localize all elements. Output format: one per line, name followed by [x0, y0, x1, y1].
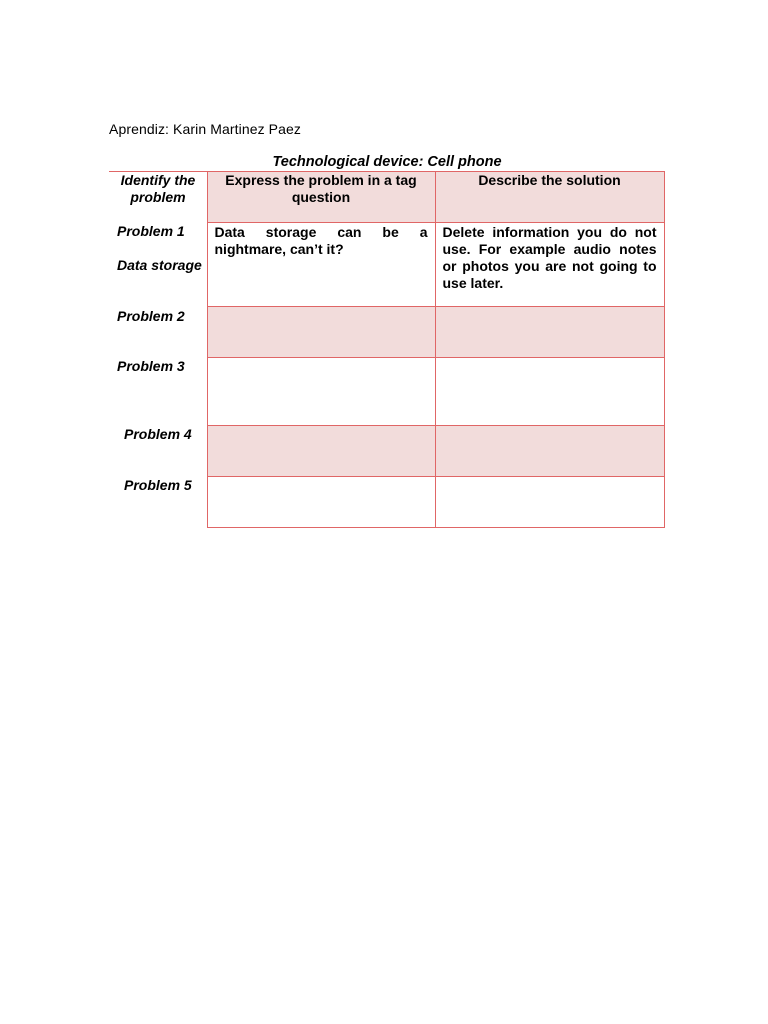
- row-label-cell: [109, 426, 207, 477]
- describe-header: Describe the solution: [478, 172, 621, 188]
- tag-question-cell: [207, 477, 435, 528]
- table-row: [109, 426, 664, 477]
- problem-label: Problem 5: [124, 476, 192, 493]
- describe-header-cell: [435, 172, 664, 223]
- tag-question-text: [208, 477, 435, 478]
- table-row: [109, 307, 664, 358]
- problem-label: Problem 4: [124, 425, 192, 442]
- solution-text: [436, 358, 664, 359]
- identify-header-cell: [109, 172, 207, 223]
- document-title: Technological device: Cell phone: [272, 154, 502, 170]
- solution-text: Delete information you do not use. For example audio notes or photos you are not going to use later.: [442, 224, 657, 291]
- solution-text: [436, 426, 664, 427]
- row-label-cell: [109, 307, 207, 358]
- author-line: Aprendiz: Karin Martinez Paez: [109, 121, 301, 137]
- table-row: [109, 223, 664, 307]
- solution-cell: [435, 358, 664, 426]
- solution-cell: [435, 223, 664, 307]
- tag-question-cell: [207, 358, 435, 426]
- tag-question-cell: [207, 307, 435, 358]
- tag-question-text: [208, 426, 435, 427]
- solution-text: [436, 477, 664, 478]
- identify-header: Identify the problem: [120, 172, 196, 205]
- row-label-cell: [109, 223, 207, 307]
- tag-question-text: [208, 307, 435, 308]
- tag-question-cell: [207, 223, 435, 307]
- problem-sublabel: Data storage: [117, 256, 202, 273]
- problem-label: Problem 1: [117, 222, 185, 239]
- row-label-cell: [109, 477, 207, 528]
- express-header: Express the problem in a tag question: [225, 172, 417, 205]
- solution-cell: [435, 477, 664, 528]
- solution-cell: [435, 307, 664, 358]
- problems-table: [109, 171, 665, 528]
- solution-text: [436, 307, 664, 308]
- tag-question-text: [208, 358, 435, 359]
- problem-label: Problem 3: [117, 357, 185, 374]
- table-row: [109, 358, 664, 426]
- problem-label: Problem 2: [117, 307, 185, 324]
- row-label-cell: [109, 358, 207, 426]
- header-row: [109, 172, 664, 223]
- table-row: [109, 477, 664, 528]
- tag-question-cell: [207, 426, 435, 477]
- express-header-cell: [207, 172, 435, 223]
- solution-cell: [435, 426, 664, 477]
- tag-question-text: Data storage can be a nightmare, can’t it?: [214, 224, 428, 257]
